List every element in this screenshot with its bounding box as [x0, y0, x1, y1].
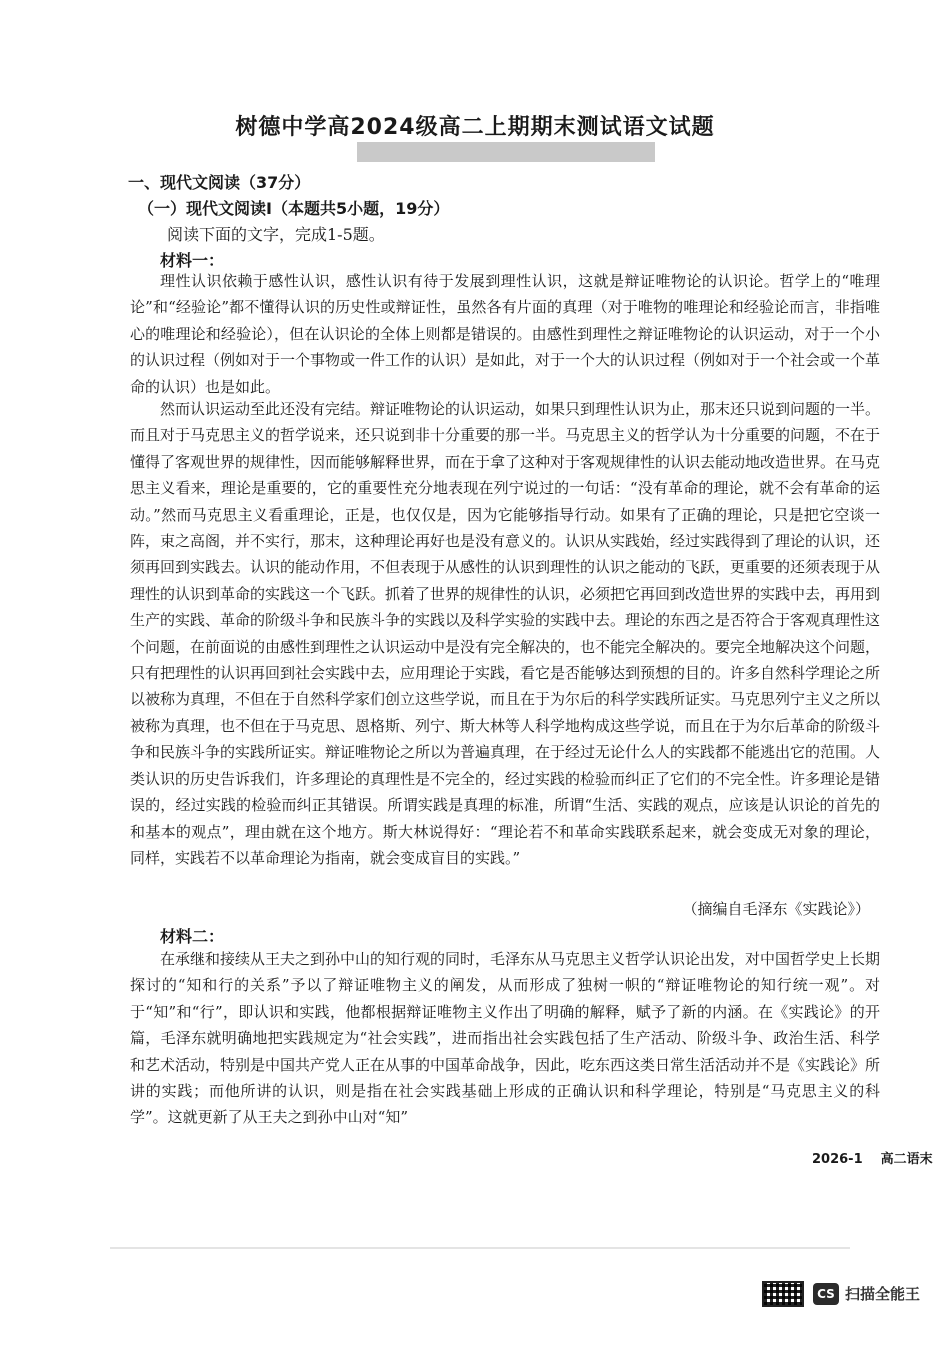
scanner-watermark: 扫描全能王 [845, 1285, 921, 1303]
material-one-paragraph-2: 然而认识运动至此还没有完结。辩证唯物论的认识运动，如果只到理性认识为止，那末还只说到问题的一半。而且对于马克思主义的哲学说来，还只说到非十分重要的那一半。马克思主义的哲学认为十分重要的问题，不在于懂得了客观世界的规律性，因而能够解释世界，而在于拿了这种对于客观规律性的认识去能动地改造世界。在马克思主义看来，理论是重要的，它的重要性充分地表现在列宁说过的一句话：“没有革命的理论，就不会有革命的运动。”然而马克思主义看重理论，正是，也仅仅是，因为它能够指导行动。如果有了正确的理论，只是把它空谈一阵，束之高阁，并不实行，那末，这种理论再好也是没有意义的。认识从实践始，经过实践得到了理论的认识，还须再回到实践去。认识的能动作用，不但表现于从感性的认识到理性的认识之能动的飞跃，更重要的还须表现于从理性的认识到革命的实践这一个飞跃。抓着了世界的规律性的认识，必须把它再回到改造世界的实践中去，再用到生产的实践、革命的阶级斗争和民族斗争的实践以及科学实验的实践中去。理论的东西之是否符合于客观真理性这个问题，在前面说的由感性到理性之认识运动中是没有完全解决的，也不能完全解决的。要完全地解决这个问题，只有把理性的认识再回到社会实践中去，应用理论于实践，看它是否能够达到预想的目的。许多自然科学理论之所以被称为真理，不但在于自然科学家们创立这些学说，而且在于为尔后的科学实践所证实。马克思列宁主义之所以被称为真理，也不但在于马克思、恩格斯、列宁、斯大林等人科学地构成这些学说，而且在于为尔后革命的阶级斗争和民族斗争的实践所证实。辩证唯物论之所以为普遍真理，在于经过无论什么人的实践都不能逃出它的范围。人类认识的历史告诉我们，许多理论的真理性是不完全的，经过实践的检验而纠正了它们的不完全性。许多理论是错误的，经过实践的检验而纠正其错误。所谓实践是真理的标准，所谓“生活、实践的观点，应该是认识论的首先的和基本的观点”，理由就在这个地方。斯大林说得好：“理论若不和革命实践联系起来，就会变成无对象的理论，同样，实践若不以革命理论为指南，就会变成盲目的实践。” [130, 400, 881, 867]
camscanner-logo-icon: CS [813, 1283, 839, 1305]
section-heading: 一、现代文阅读（37分） [128, 173, 311, 192]
footer-subject: 高二语末 [880, 1152, 933, 1167]
material-one-label: 材料一： [160, 251, 225, 270]
subsection-heading: （一）现代文阅读Ⅰ（本题共5小题，19分） [138, 199, 450, 218]
qr-code-icon [762, 1281, 804, 1307]
material-two-label: 材料二： [160, 927, 225, 946]
scan-fold-line [110, 1247, 850, 1249]
page-footer [812, 1148, 950, 1167]
redaction-bar [357, 142, 655, 162]
reading-instruction: 阅读下面的文字，完成1-5题。 [167, 225, 385, 244]
exam-title: 树德中学高2024级高二上期期末测试语文试题 [235, 115, 715, 140]
material-one-paragraph-1: 理性认识依赖于感性认识，感性认识有待于发展到理性认识，这就是辩证唯物论的认识论。哲学上的“唯理论”和“经验论”都不懂得认识的历史性或辩证性，虽然各有片面的真理（对于唯物的唯理论和经验论而言，非指唯心的唯理论和经验论），但在认识论的全体上则都是错误的。由感性到理性之辩证唯物论的认识运动，对于一个小的认识过程（例如对于一个事物或一件工作的认识）是如此，对于一个大的认识过程（例如对于一个社会或一个革命的认识）也是如此。 [130, 272, 881, 396]
material-one-source: （摘编自毛泽东《实践论》） [682, 900, 870, 918]
footer-date: 2026-1 [812, 1152, 863, 1167]
material-two-paragraph: 在承继和接续从王夫之到孙中山的知行观的同时，毛泽东从马克思主义哲学认识论出发，对中国哲学史上长期探讨的“知和行的关系”予以了辩证唯物主义的阐发，从而形成了独树一帜的“辩证唯物论的知行统一观”。对于“知”和“行”，即认识和实践，他都根据辩证唯物主义作出了明确的解释，赋予了新的内涵。在《实践论》的开篇，毛泽东就明确地把实践规定为“社会实践”，进而指出社会实践包括了生产活动、阶级斗争、政治生活、科学和艺术活动，特别是中国共产党人正在从事的中国革命战争，因此，吃东西这类日常生活活动并不是《实践论》所讲的实践；而他所讲的认识，则是指在社会实践基础上形成的正确认识和科学理论，特别是“马克思主义的科学”。这就更新了从王夫之到孙中山对“知” [130, 950, 881, 1127]
